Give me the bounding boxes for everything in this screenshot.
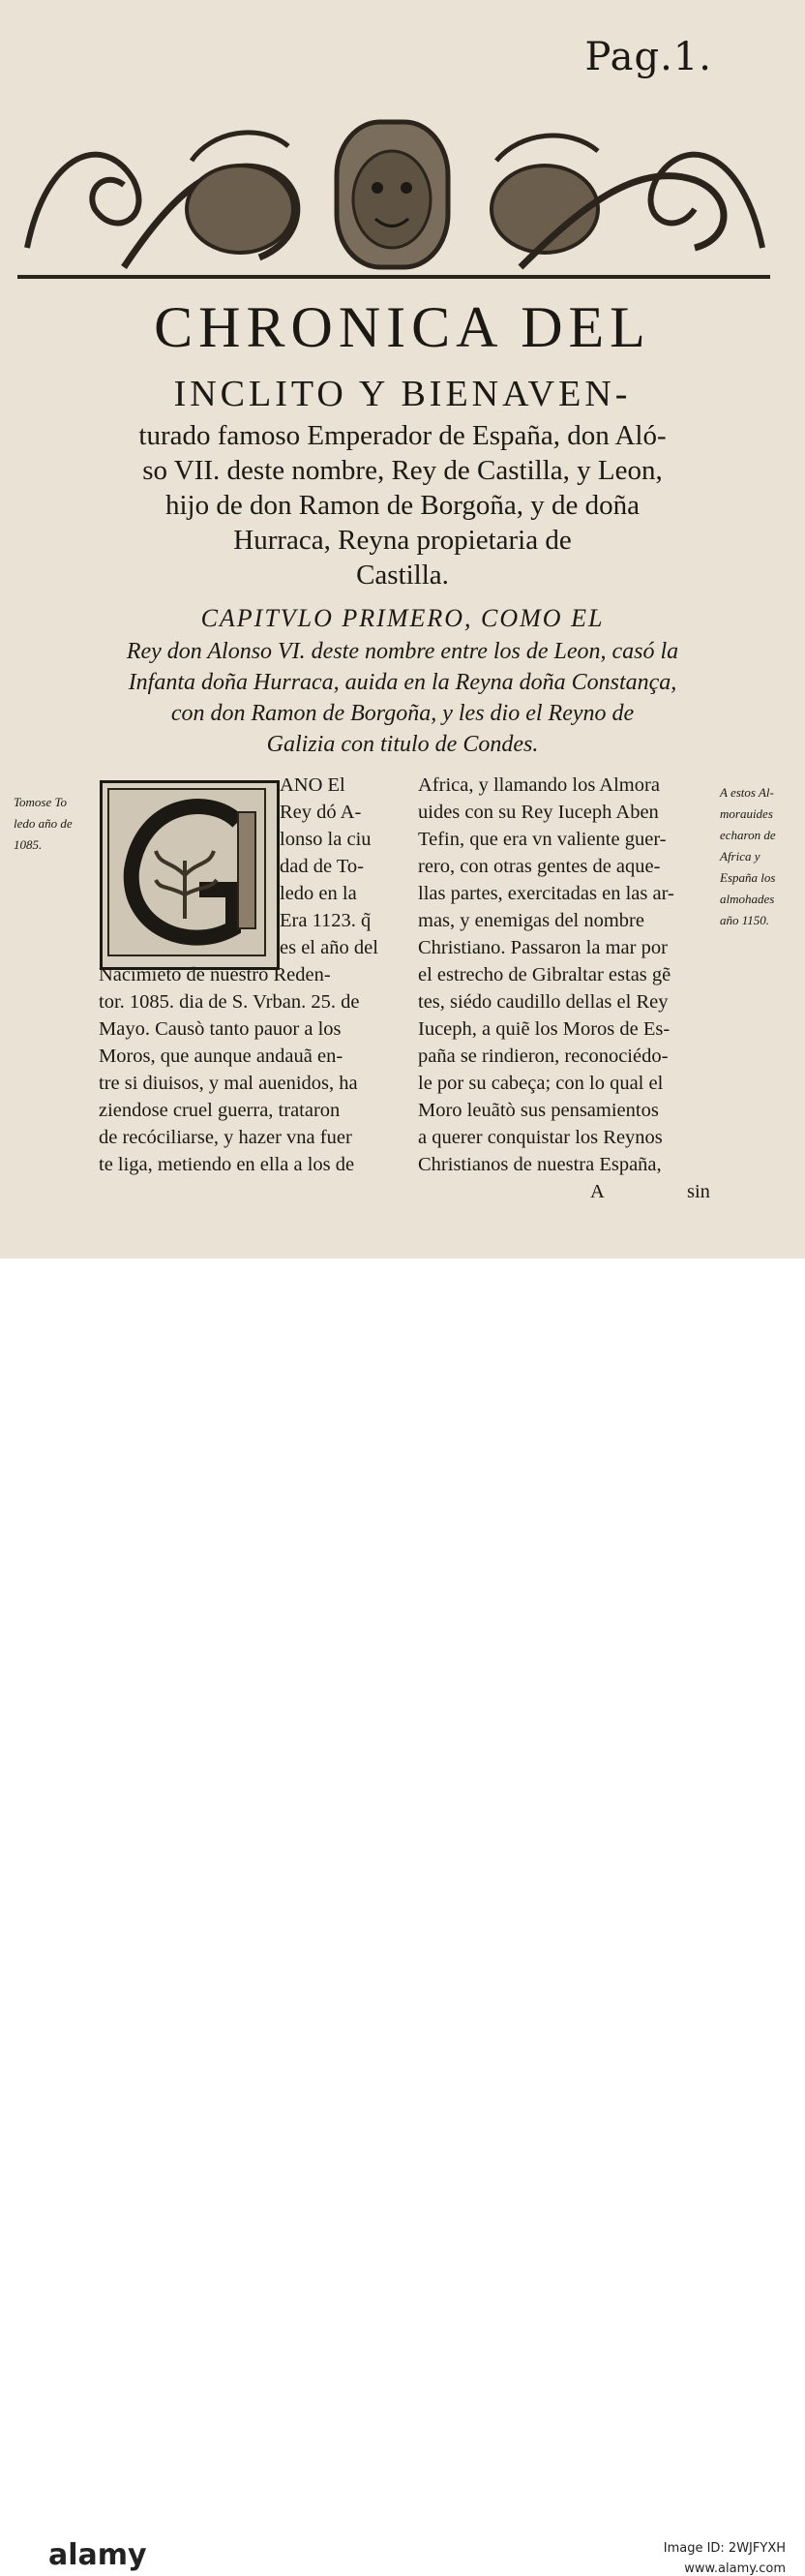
text-line: Tefin, que era vn valiente guer-: [418, 829, 667, 850]
watermark-brand: alamy: [48, 2538, 147, 2572]
text-line: tre si diuisos, y mal auenidos, ha: [99, 1073, 358, 1094]
title-line-6: Hurraca, Reyna propietaria de: [233, 525, 572, 556]
margin-line: año 1150.: [720, 913, 770, 927]
text-line: mas, y enemigas del nombre: [418, 910, 644, 931]
book-page: [0, 0, 805, 1258]
right-margin-note: [720, 782, 776, 931]
text-line: lonso la ciu: [280, 829, 372, 850]
text-line: Christianos de nuestra España,: [418, 1154, 662, 1175]
text-line: te liga, metiendo en ella a los de: [99, 1154, 355, 1175]
text-line: Era 1123. q̃: [280, 910, 372, 931]
text-line: a querer conquistar los Reynos: [418, 1127, 663, 1148]
text-line: rero, con otras gentes de aque-: [418, 856, 661, 877]
title-line-7: Castilla.: [356, 560, 449, 591]
left-margin-note: [14, 792, 73, 856]
chapter-heading-line-5: Galizia con titulo de Condes.: [266, 732, 539, 757]
text-line: ledo en la: [280, 883, 357, 904]
catchword: sin: [687, 1181, 710, 1202]
initial-letter-graphic: [103, 783, 271, 961]
margin-line: 1085.: [14, 837, 43, 852]
title-line-4: so VII. deste nombre, Rey de Castilla, y Leon,: [142, 455, 663, 486]
title-line-3: turado famoso Emperador de España, don Aló-: [138, 420, 667, 451]
watermark-url: www.alamy.com: [684, 2561, 786, 2576]
chapter-heading-line-3: Infanta doña Hurraca, auida en la Reyna doña Constança,: [128, 670, 677, 695]
ornamental-headpiece: [17, 93, 770, 285]
text-line: uides con su Rey Iuceph Aben: [418, 802, 659, 823]
text-line: Moros, que aunque andauã en-: [99, 1046, 343, 1067]
title-line-2: INCLITO Y BIENAVEN-: [173, 374, 632, 414]
title-line-1: CHRONICA DEL: [154, 295, 651, 359]
text-line: le por su cabeça; con lo qual el: [418, 1073, 664, 1094]
catchword-signature: A: [590, 1181, 605, 1202]
text-line: Nacimieto de nuestro Reden-: [99, 964, 331, 985]
decorated-initial: [100, 780, 280, 970]
text-line: Mayo. Causò tanto pauor a los: [99, 1018, 342, 1040]
margin-line: Africa y: [720, 849, 760, 864]
text-line: es el año del: [280, 937, 378, 958]
margin-line: morauides: [720, 806, 773, 821]
text-line: Africa, y llamando los Almora: [418, 774, 660, 796]
margin-line: España los: [720, 870, 776, 885]
margin-line: ledo año de: [14, 816, 73, 831]
watermark-image-id: Image ID: 2WJFYXH: [663, 2541, 786, 2556]
text-line: tes, siédo caudillo dellas el Rey: [418, 991, 669, 1013]
margin-line: almohades: [720, 892, 775, 906]
chapter-heading-line-1: CAPITVLO PRIMERO, COMO EL: [200, 604, 605, 632]
text-line: Christiano. Passaron la mar por: [418, 937, 668, 958]
text-line: paña se rindieron, reconociédo-: [418, 1046, 669, 1067]
title-line-5: hijo de don Ramon de Borgoña, y de doña: [165, 490, 640, 521]
margin-line: Tomose To: [14, 795, 68, 809]
text-line: ziendose cruel guerra, trataron: [99, 1100, 341, 1121]
watermark-strip: [0, 1258, 805, 2576]
margin-line: echaron de: [720, 828, 776, 842]
chapter-heading-line-4: con don Ramon de Borgoña, y les dio el Reyno de: [170, 701, 635, 726]
text-line: llas partes, exercitadas en las ar-: [418, 883, 674, 904]
text-line: el estrecho de Gibraltar estas gẽ: [418, 964, 671, 985]
text-line: ANO El: [280, 774, 345, 796]
text-line: Iuceph, a quiẽ los Moros de Es-: [418, 1018, 671, 1040]
text-line: Rey dó A-: [280, 802, 362, 823]
text-line: dad de To-: [280, 856, 364, 877]
text-line: tor. 1085. dia de S. Vrban. 25. de: [99, 991, 360, 1013]
page-number: Pag.1.: [584, 35, 712, 79]
chapter-heading-line-2: Rey don Alonso VI. deste nombre entre los de Leon, casó la: [126, 639, 679, 664]
text-line: Moro leuãtò sus pensamientos: [418, 1100, 659, 1121]
text-line: de recóciliarse, y hazer vna fuer: [99, 1127, 352, 1148]
margin-line: A estos Al-: [720, 785, 774, 800]
